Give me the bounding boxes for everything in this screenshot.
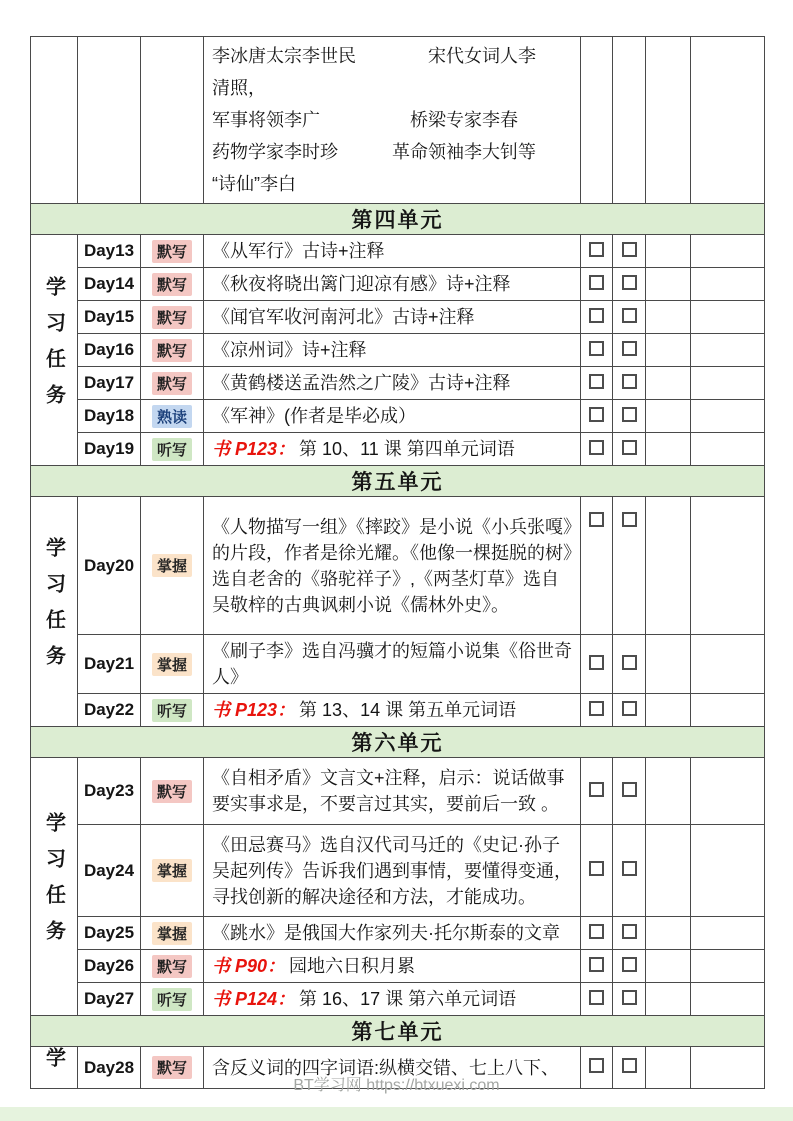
task-text-main: 《田忌赛马》选自汉代司马迁的《史记·孙子吴起列传》告诉我们遇到事情，要懂得变通，寻找创新的解决途径和方法，才能成功。 [212,834,572,907]
empty-cell [691,268,765,301]
checkbox-cell [613,950,646,983]
day-label: Day28 [78,1047,141,1089]
checkbox-cell [613,917,646,950]
tag-cell [141,917,204,950]
task-row [31,983,765,1016]
checkbox[interactable] [622,701,637,716]
tag-cell [141,433,204,466]
task-text-main: 第 16、17 课 第六单元词语 [299,989,517,1009]
checkbox[interactable] [622,242,637,257]
tag-cell [141,825,204,917]
tag-badge: 默写 [152,306,192,329]
task-text-main: 含反义词的四字词语:纵横交错、七上八下、 [212,1057,559,1078]
intro-line: 李冰唐太宗李世民 宋代女词人李 [212,46,536,66]
empty-cell [646,301,691,334]
task-text-main: 第 10、11 课 第四单元词语 [299,439,515,459]
bottom-strip [0,1107,793,1121]
checkbox-cell [613,433,646,466]
tag-cell [141,694,204,727]
day-label: Day14 [78,268,141,301]
checkbox-cell [613,367,646,400]
empty-cell [646,235,691,268]
checkbox[interactable] [622,990,637,1005]
checkbox[interactable] [589,1058,604,1073]
day-label: Day23 [78,758,141,825]
checkbox[interactable] [589,512,604,527]
empty-cell [691,950,765,983]
checkbox[interactable] [589,440,604,455]
empty-cell [31,37,78,204]
empty-cell [691,37,765,204]
intro-line: 清照， [212,78,266,98]
empty-cell [646,400,691,433]
tag-cell [141,635,204,694]
empty-cell [691,497,765,635]
empty-cell [646,635,691,694]
section-header-row [31,727,765,758]
empty-cell [78,37,141,204]
section-header-row [31,204,765,235]
checkbox-cell [581,825,613,917]
task-text-main: 园地六日积月累 [289,956,416,976]
intro-row [31,37,765,204]
checkbox-cell [581,235,613,268]
day-label: Day16 [78,334,141,367]
side-label-text: 学 [42,1047,65,1083]
day-label: Day19 [78,433,141,466]
empty-cell [691,334,765,367]
intro-line: 军事将领李广 桥梁专家李春 [212,110,518,130]
tag-cell [141,400,204,433]
day-label: Day24 [78,825,141,917]
day-label: Day25 [78,917,141,950]
empty-cell [691,635,765,694]
empty-cell [141,37,204,204]
day-label: Day22 [78,694,141,727]
checkbox-cell [581,433,613,466]
empty-cell [646,950,691,983]
day-label: Day21 [78,635,141,694]
empty-cell [646,433,691,466]
checkbox[interactable] [622,275,637,290]
checkbox-cell [581,400,613,433]
checkbox[interactable] [589,407,604,422]
checkbox[interactable] [589,924,604,939]
task-text-main: 《凉州词》诗+注释 [212,340,367,360]
tag-cell [141,497,204,635]
empty-cell [646,825,691,917]
day-label: Day26 [78,950,141,983]
book-page-ref: 书 P124： [212,989,296,1009]
task-text-main: 《军神》(作者是毕必成） [212,406,416,426]
tag-cell [141,983,204,1016]
checkbox-cell [581,758,613,825]
task-text-main: 《闻官军收河南河北》古诗+注释 [212,307,475,327]
task-text-main: 《跳水》是俄国大作家列夫·托尔斯泰的文章 [212,923,560,943]
task-row [31,694,765,727]
section-header-row [31,466,765,497]
tag-cell [141,367,204,400]
task-text [204,917,581,950]
day-label: Day20 [78,497,141,635]
checkbox[interactable] [589,701,604,716]
checkbox[interactable] [622,655,637,670]
side-label-text: 学习任务 [42,537,65,681]
checkbox-cell [613,825,646,917]
task-text-main: 《黄鹤楼送孟浩然之广陵》古诗+注释 [212,373,511,393]
section-title: 第四单元 [31,204,765,235]
empty-cell [646,497,691,635]
task-row [31,635,765,694]
intro-line: “诗仙”李白 [212,174,296,194]
empty-cell [691,758,765,825]
task-text [204,983,581,1016]
checkbox[interactable] [622,782,637,797]
empty-cell [646,334,691,367]
task-text [204,235,581,268]
task-text-main: 《秋夜将晓出篱门迎凉有感》诗+注释 [212,274,511,294]
checkbox-cell [613,635,646,694]
checkbox[interactable] [589,990,604,1005]
task-text [204,433,581,466]
checkbox[interactable] [622,861,637,876]
checkbox-cell [581,268,613,301]
day-label: Day15 [78,301,141,334]
empty-cell [691,825,765,917]
checkbox-cell [581,917,613,950]
checkbox-cell [613,268,646,301]
checkbox-cell [581,367,613,400]
tag-badge: 熟读 [152,405,192,428]
task-text [204,268,581,301]
tag-cell [141,758,204,825]
checkbox[interactable] [589,655,604,670]
checkbox[interactable] [622,341,637,356]
task-row [31,301,765,334]
task-row [31,367,765,400]
checkbox[interactable] [622,308,637,323]
checkbox-cell [581,950,613,983]
day-label: Day17 [78,367,141,400]
task-text [204,301,581,334]
checkbox[interactable] [589,782,604,797]
checkbox-cell [613,301,646,334]
tag-badge: 听写 [152,988,192,1011]
empty-cell [646,917,691,950]
intro-text [204,37,581,204]
checkbox[interactable] [622,374,637,389]
intro-line: 药物学家李时珍 革命领袖李大钊等 [212,142,536,162]
day-label: Day27 [78,983,141,1016]
section-header-row [31,1016,765,1047]
empty-cell [691,433,765,466]
checkbox-cell [613,400,646,433]
side-label [31,235,78,466]
side-label [31,497,78,727]
tag-badge: 默写 [152,1056,192,1079]
checkbox[interactable] [589,957,604,972]
checkbox[interactable] [622,407,637,422]
tag-badge: 掌握 [152,922,192,945]
task-row [31,950,765,983]
book-page-ref: 书 P90： [212,956,286,976]
task-text [204,367,581,400]
checkbox[interactable] [622,957,637,972]
tag-cell [141,301,204,334]
checkbox-cell [613,235,646,268]
tag-badge: 掌握 [152,859,192,882]
side-label-text: 学习任务 [42,275,65,420]
empty-cell [691,301,765,334]
tag-cell [141,235,204,268]
task-row [31,917,765,950]
checkbox[interactable] [622,512,637,527]
checkbox[interactable] [622,1058,637,1073]
task-text-main: 《人物描写一组》《摔跤》是小说《小兵张嘎》的片段，作者是徐光耀。《他像一棵挺脱的树》选自老舍的《骆驼祥子》,《两茎灯草》选自吴敬梓的古典讽刺小说《儒林外史》。 [212,516,572,615]
empty-cell [646,758,691,825]
task-text [204,758,581,825]
tag-cell [141,950,204,983]
empty-cell [646,37,691,204]
checkbox-cell [581,301,613,334]
checkbox-cell [613,334,646,367]
task-row [31,497,765,635]
checkbox-cell [581,694,613,727]
tag-cell [141,334,204,367]
tag-badge: 听写 [152,438,192,461]
task-text-main: 《刷子李》选自冯骥才的短篇小说集《俗世奇人》 [212,641,572,687]
empty-cell [646,367,691,400]
tag-badge: 默写 [152,339,192,362]
side-label [31,758,78,1016]
tag-badge: 听写 [152,699,192,722]
task-text-main: 《自相矛盾》文言文+注释，启示：说话做事要实事求是，不要言过其实，要前后一致 。 [212,768,565,814]
task-text-main: 第 13、14 课 第五单元词语 [299,700,517,720]
checkbox[interactable] [589,374,604,389]
checkbox[interactable] [589,341,604,356]
checkbox-cell [581,635,613,694]
task-text [204,497,581,635]
checkbox-cell [613,758,646,825]
empty-cell [691,400,765,433]
task-text-main: 《从军行》古诗+注释 [212,241,385,261]
tag-badge: 默写 [152,780,192,803]
day-label: Day13 [78,235,141,268]
empty-cell [581,37,613,204]
checkbox[interactable] [589,861,604,876]
checkbox[interactable] [589,242,604,257]
empty-cell [646,694,691,727]
tag-badge: 默写 [152,955,192,978]
checkbox-cell [581,983,613,1016]
side-label-text: 学习任务 [42,812,65,956]
task-row [31,825,765,917]
site-watermark: BT学习网 https://btxuexi.com [293,1077,500,1094]
checkbox-cell [581,334,613,367]
checkbox-cell [613,497,646,635]
checkbox[interactable] [622,924,637,939]
empty-cell [691,235,765,268]
section-title: 第六单元 [31,727,765,758]
book-page-ref: 书 P123： [212,700,296,720]
checkbox-cell [613,694,646,727]
section-title: 第七单元 [31,1016,765,1047]
checkbox-cell [581,497,613,635]
checkbox[interactable] [622,440,637,455]
task-text [204,950,581,983]
task-text [204,635,581,694]
empty-cell [613,37,646,204]
empty-cell [646,983,691,1016]
checkbox-cell [613,983,646,1016]
empty-cell [691,694,765,727]
section-title: 第五单元 [31,466,765,497]
empty-cell [691,367,765,400]
task-row [31,400,765,433]
day-label: Day18 [78,400,141,433]
tag-badge: 默写 [152,240,192,263]
task-row [31,334,765,367]
task-text [204,694,581,727]
tag-badge: 默写 [152,372,192,395]
checkbox[interactable] [589,275,604,290]
task-row [31,268,765,301]
tag-badge: 掌握 [152,653,192,676]
tag-cell [141,268,204,301]
task-text [204,400,581,433]
task-text [204,334,581,367]
task-row [31,235,765,268]
tag-badge: 默写 [152,273,192,296]
study-schedule-table [30,36,765,1089]
checkbox[interactable] [589,308,604,323]
task-row [31,758,765,825]
empty-cell [691,917,765,950]
task-row [31,433,765,466]
empty-cell [691,983,765,1016]
tag-badge: 掌握 [152,554,192,577]
book-page-ref: 书 P123： [212,439,296,459]
task-text [204,825,581,917]
empty-cell [646,268,691,301]
